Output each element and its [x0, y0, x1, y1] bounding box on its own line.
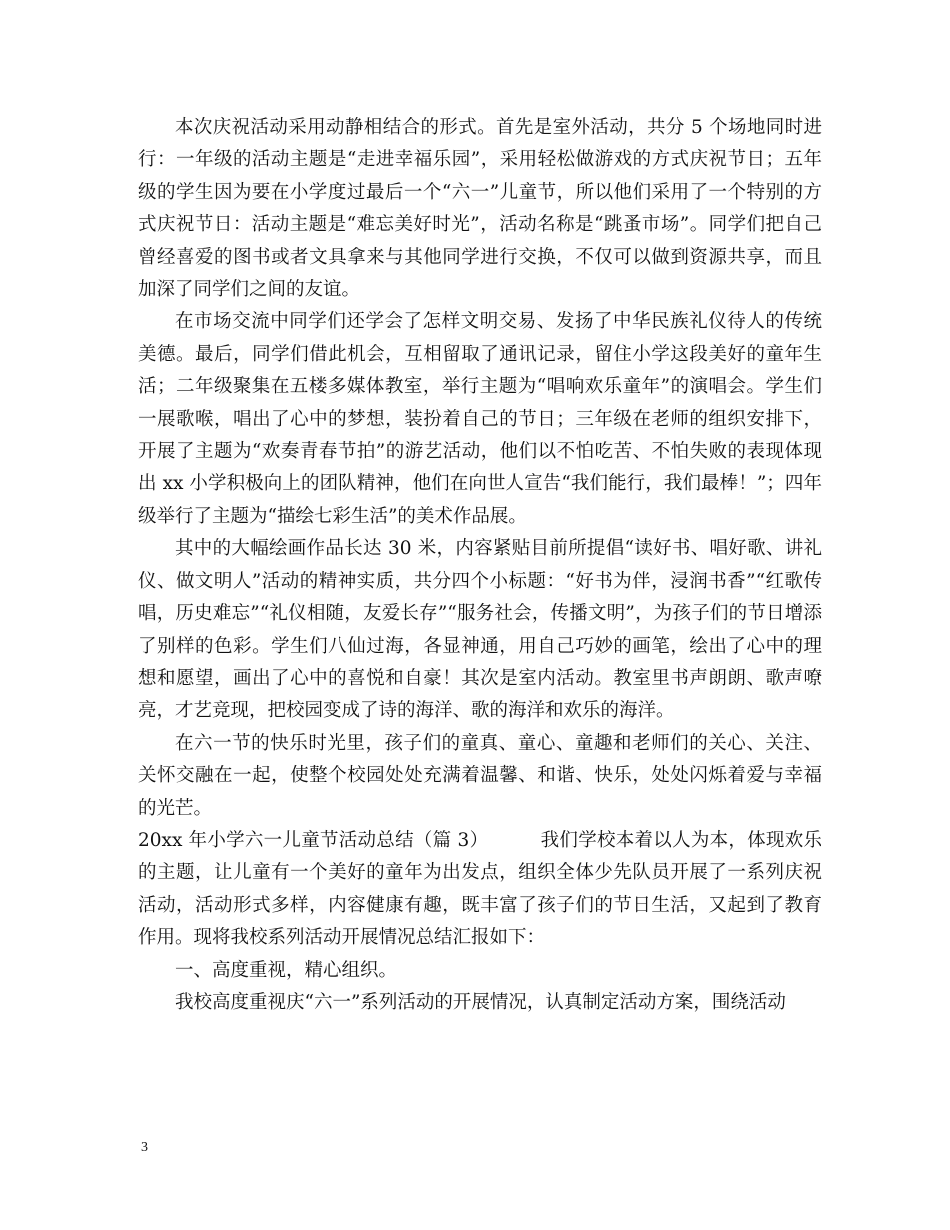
paragraph-outdoor-activities: 本次庆祝活动采用动静相结合的形式。首先是室外活动，共分 5 个场地同时进行：一年级的活动主题是“走进幸福乐园”，采用轻松做游戏的方式庆祝节日；五年级的学生因为要在小学度过最后一个“六一”儿童节，所以他们采用了一个特别的方式庆祝节日：活动主题是“难忘美好时光”，活动名称是“跳蚤市场”。同学们把自己曾经喜爱的图书或者文具拿来与其他同学进行交换，不仅可以做到资源共享，而且加深了同学们之间的友谊。	[138, 117, 822, 301]
paragraph-happy-time: 在六一节的快乐时光里，孩子们的童真、童心、童趣和老师们的关心、关注、关怀交融在一起，使整个校园处处充满着温馨、和谐、快乐，处处闪烁着爱与幸福的光芒。	[138, 732, 822, 819]
section-paragraph	[138, 825, 822, 955]
heading-one: 一、高度重视，精心组织。	[175, 959, 398, 981]
paragraph-art-exhibition: 其中的大幅绘画作品长达 30 米，内容紧贴目前所提倡“读好书、唱好歌、讲礼仪、做文明人”活动的精神实质，共分四个小标题：“好书为伴，浸润书香”“红歌传唱，历史难忘”“礼仪相随，友爱长存”“服务社会，传播文明”，为孩子们的节日增添了别样的色彩。学生们八仙过海，各显神通，用自己巧妙的画笔，绘出了心中的理想和愿望，画出了心中的喜悦和自豪！其次是室内活动。教室里书声朗朗、歌声嘹亮，才艺竞现，把校园变成了诗的海洋、歌的海洋和欢乐的海洋。	[138, 538, 822, 722]
document-body	[138, 112, 822, 1019]
paragraph-final: 我校高度重视庆“六一”系列活动的开展情况，认真制定活动方案，围绕活动	[175, 991, 786, 1013]
page-number: 3	[141, 1140, 148, 1155]
paragraph-market-exchange: 在市场交流中同学们还学会了怎样文明交易、发扬了中华民族礼仪待人的传统美德。最后，同学们借此机会，互相留取了通讯记录，留住小学这段美好的童年生活；二年级聚集在五楼多媒体教室，举行主题为“唱响欢乐童年”的演唱会。学生们一展歌喉，唱出了心中的梦想，装扮着自己的节日；三年级在老师的组织安排下，开展了主题为“欢奏青春节拍”的游艺活动，他们以不怕吃苦、不怕失败的表现体现出 xx 小学积极向上的团队精神，他们在向世人宣告“我们能行，我们最棒！”；四年级举行了主题为“描绘七彩生活”的美术作品展。	[138, 311, 822, 527]
section-intro: 我们学校本着以人为本，体现欢乐的主题，让儿童有一个美好的童年为出发点，组织全体少先队员开展了一系列庆祝活动，活动形式多样，内容健康有趣，既丰富了孩子们的节日生活，又起到了教育作用。现将我校系列活动开展情况总结汇报如下：	[138, 829, 822, 949]
section-title: 20xx 年小学六一儿童节活动总结（篇 3）	[138, 829, 489, 851]
